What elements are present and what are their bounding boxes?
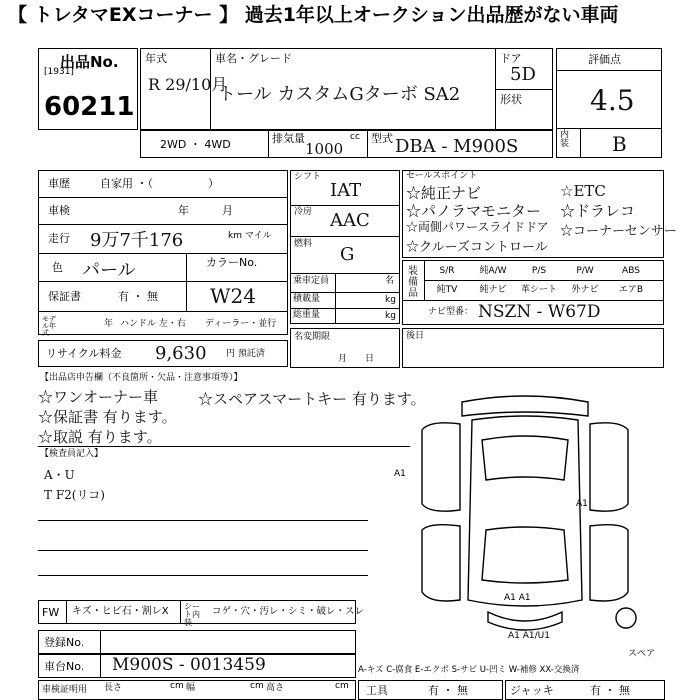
- dealer-label: ディーラー・並行: [205, 319, 277, 329]
- interior-label: 内装: [560, 130, 570, 149]
- fuel-label: 燃料: [294, 239, 313, 249]
- jack-label: ジャッキ: [510, 684, 554, 697]
- weight-label: 総重量: [293, 310, 321, 320]
- score-value: 4.5: [590, 84, 635, 117]
- equip-abs: ABS: [622, 266, 640, 276]
- sales-item: ☆ETC: [560, 182, 606, 200]
- doors-value: 5D: [510, 64, 536, 85]
- store-notes-label: 【出品店申告欄（不良箇所・欠品・注意事項等）】: [40, 373, 243, 383]
- displacement-unit: cc: [350, 132, 360, 142]
- spare-label: スペア: [628, 649, 656, 659]
- store-note: ☆ワンオーナー車: [38, 388, 159, 406]
- drive-label: 2WD ・ 4WD: [160, 138, 231, 151]
- recycle-unit: 円 預託済: [226, 349, 265, 359]
- equip-airbag: エアB: [618, 285, 644, 295]
- model-year-units: 年: [104, 319, 114, 329]
- name-change-label: 名変期限: [294, 332, 331, 342]
- chassis-value: M900S - 0013459: [112, 655, 266, 675]
- handle-label: ハンドル 左・右: [120, 319, 186, 329]
- shift-label: シフト: [294, 172, 322, 182]
- cert-unit: cm: [335, 681, 349, 691]
- chassis-label: 車台No.: [44, 660, 85, 673]
- store-note: ☆取説 有ります。: [38, 428, 162, 446]
- car-damage-diagram: [394, 390, 650, 641]
- warranty-label: 保証書: [48, 290, 81, 303]
- fw-text: キズ・ヒビ石・割レX: [72, 606, 169, 617]
- model-value: トール カスタムGターボ SA2: [218, 84, 461, 105]
- color-no-value: W24: [210, 284, 257, 308]
- load-unit: kg: [385, 295, 396, 305]
- page-banner: 【 トレタマEXコーナー 】 過去1年以上オークション出品歴がない車両: [8, 4, 619, 26]
- sales-item: ☆純正ナビ: [406, 184, 482, 202]
- model-label: 車名・グレード: [215, 52, 292, 65]
- jack-value: 有 ・ 無: [590, 684, 630, 697]
- damage-mark: A1: [576, 499, 588, 509]
- mileage-value: 9万7千176: [90, 230, 184, 251]
- color-no-label: カラーNo.: [206, 256, 258, 269]
- cert-unit: cm: [170, 681, 184, 691]
- recycle-label: リサイクル料金: [46, 347, 122, 360]
- inspector-line: T F2(リコ): [44, 488, 105, 502]
- ac-value: AAC: [330, 210, 370, 231]
- sales-item: ☆両側パワースライドドア: [406, 220, 549, 234]
- navi-model-label: ナビ型番：: [428, 307, 474, 317]
- equip-power-steering: P/S: [531, 266, 547, 276]
- doors-label: ドア: [500, 52, 522, 65]
- damage-mark: A1 A1: [504, 593, 531, 603]
- cert-label: 車検証明用: [42, 685, 88, 695]
- lot-number: 60211: [44, 92, 135, 122]
- cert-width: 幅: [186, 683, 196, 693]
- warranty-value: 有 ・ 無: [118, 290, 158, 303]
- lot-label: 出品No.: [60, 53, 119, 71]
- fuel-value: G: [340, 244, 355, 265]
- cert-unit: cm: [250, 681, 264, 691]
- seat-label: シート内装: [184, 602, 200, 627]
- equip-leather-seat: 革シート: [520, 285, 557, 295]
- type-label: 型式: [371, 132, 393, 145]
- capacity-label: 乗車定員: [293, 276, 330, 286]
- damage-mark: A1 A1/U1: [508, 631, 550, 641]
- after-box: [402, 328, 664, 368]
- usage-value: 自家用 ・（ ）: [100, 177, 219, 190]
- equip-tv: 純TV: [436, 285, 458, 295]
- seat-text: コゲ・穴・汚レ・シミ・破レ・スレ: [212, 606, 365, 617]
- shift-value: IAT: [330, 180, 362, 201]
- year-value: R 29/10月: [148, 75, 228, 94]
- cert-length: 長さ: [104, 683, 123, 693]
- tools-value: 有 ・ 無: [428, 684, 468, 697]
- damage-mark: A1: [394, 469, 406, 479]
- cert-height: 高さ: [266, 683, 285, 693]
- mileage-unit: km マイル: [228, 231, 272, 241]
- recycle-value: 9,630: [155, 343, 207, 364]
- displacement-label: 排気量: [272, 132, 305, 145]
- equip-sr: S/R: [439, 266, 455, 276]
- usage-label: 車歴: [48, 177, 70, 190]
- equipment-label: 装備品: [408, 266, 418, 299]
- color-label: 色: [52, 261, 63, 274]
- sales-item: ☆ドラレコ: [560, 202, 636, 220]
- sales-item: ☆クルーズコントロール: [406, 240, 548, 255]
- name-change-unit: 月 日: [338, 354, 375, 364]
- type-value: DBA - M900S: [395, 136, 519, 157]
- color-value: パール: [82, 260, 136, 281]
- fw-label: FW: [42, 606, 60, 619]
- lot-small-code: [1931]: [44, 67, 74, 77]
- sales-item: ☆パノラマモニター: [406, 202, 542, 220]
- store-note: ☆スペアスマートキー 有ります。: [198, 390, 426, 408]
- shape-label: 形状: [500, 93, 522, 106]
- equip-alloy-wheel: 純A/W: [479, 266, 507, 276]
- inspector-label: 【検査員記入】: [40, 449, 104, 459]
- inspection-label: 車検: [48, 204, 70, 217]
- mileage-label: 走行: [48, 232, 70, 245]
- equip-navi: 純ナビ: [479, 285, 507, 295]
- equip-ext-navi: 外ナビ: [571, 285, 599, 295]
- capacity-unit: 名: [385, 276, 395, 286]
- inspector-line: A・U: [44, 468, 75, 482]
- displacement-value: 1000: [305, 140, 344, 158]
- reg-label: 登録No.: [44, 636, 85, 649]
- store-note: ☆保証書 有ります。: [38, 408, 177, 426]
- load-label: 積載量: [293, 294, 321, 304]
- damage-legend: A-キズ C-腐食 E-エクボ S-サビ U-凹ミ W-補修 XX-交換済: [358, 665, 580, 675]
- after-label: 後日: [406, 331, 425, 341]
- score-label: 評価点: [588, 53, 621, 66]
- weight-unit: kg: [385, 311, 396, 321]
- navi-model-value: NSZN - W67D: [478, 302, 601, 322]
- model-year-label: モデル年式: [42, 315, 56, 337]
- reg-box: [38, 630, 356, 654]
- inspection-units: 年 月: [178, 204, 233, 217]
- sales-item: ☆コーナーセンサー: [560, 224, 677, 239]
- year-label: 年式: [145, 52, 167, 65]
- interior-value: B: [612, 132, 627, 156]
- sales-label: セールスポイント: [406, 171, 478, 181]
- ac-label: 冷房: [294, 207, 313, 217]
- equip-power-window: P/W: [576, 266, 594, 276]
- tools-label: 工具: [366, 684, 388, 697]
